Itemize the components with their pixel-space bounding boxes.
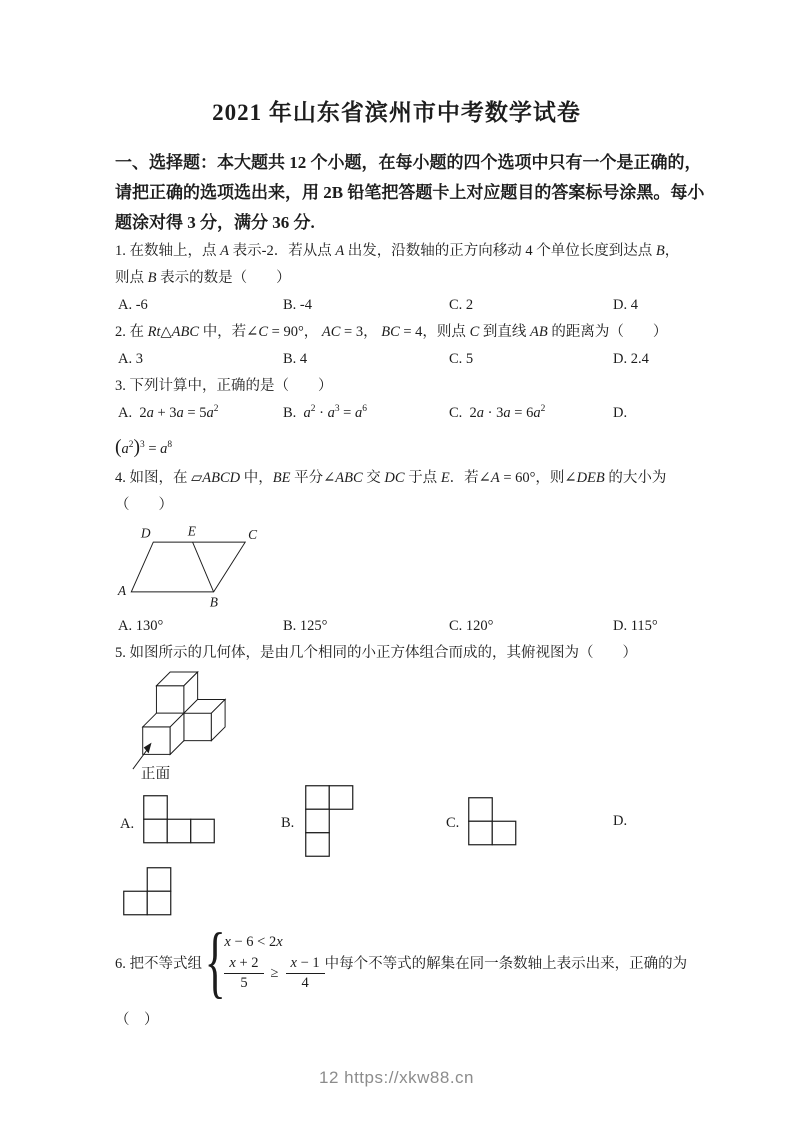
q2-option-b: B. 4 [283,351,308,367]
section-instructions [0,148,793,238]
front-face-label: 正面 [140,765,171,779]
cube-solid-figure [128,667,230,779]
q4-option-a: A. 130° [118,618,164,634]
top-view-option-b [305,785,354,858]
vertex-label-D: D [140,525,151,541]
q5-option-c-label: C. [446,815,460,831]
q3-option-a: A. $2a + 3a = 5a^2$ [118,404,219,421]
top-view-option-a [143,795,216,844]
question-6 [0,919,793,1034]
footer-url: 12 https://xkw88.cn [318,1068,475,1087]
fraction-right: $\frac{x - 1}{4}$ [286,955,325,992]
q6-suffix: 中每个不等式的解集在同一条数轴上表示出来，正确的为 [324,955,688,972]
question-4-text-line-2: （ ） [115,497,173,513]
q4-option-b: B. 125° [283,618,328,634]
question-5 [0,640,793,919]
question-2-text: 2. 在 Rt△ABC 中，若∠C = 90°， AC = 3， BC = 4，则点 C 到直线 AB 的距离为（ ） [115,324,668,340]
question-2-options [0,346,793,373]
q6-prefix: 6. 把不等式组 [115,955,202,972]
q1-option-d: D. 4 [613,297,638,313]
q5-option-d-label: D. [613,813,628,829]
top-view-option-c [468,797,517,846]
q2-option-c: C. 5 [449,351,474,367]
q1-option-b: B. -4 [283,297,312,313]
q3-option-c: C. $2a \cdot 3a = 6a^2$ [449,404,546,421]
question-5-options [0,779,793,919]
vertex-label-B: B [209,594,218,610]
q3-option-b: B. $a^2 \cdot a^3 = a^6$ [283,404,367,421]
instructions-line-1: 一、选择题：本大题共 12 个小题，在每小题的四个选项中只有一个是正确的， [115,153,702,172]
page-title: 2021 年山东省滨州市中考数学试卷 [212,100,581,125]
question-1-text-line-1: 1. 在数轴上，点 A 表示-2．若从点 A 出发，沿数轴的正方向移动 4 个单位长度到达点 B， [115,243,680,259]
question-1-text-line-2: 则点 B 表示的数是（ ） [115,270,291,286]
parallelogram-outline [131,542,245,592]
vertex-label-A: A [117,582,127,598]
inequality-system [224,932,324,992]
inequality-2 [224,955,324,992]
q1-option-a: A. -6 [118,297,148,313]
segment-EB [193,542,214,592]
q2-option-a: A. 3 [118,351,143,367]
q3-option-d-formula: $(a^2)^3 = a^8$ [115,437,173,458]
q4-option-c: C. 120° [449,618,494,634]
instructions-line-2: 请把正确的选项选出来，用 2B 铅笔把答题卡上对应题目的答案标号涂黑。每小 [115,183,705,202]
parallelogram-figure [115,521,273,613]
vertex-label-C: C [248,527,258,543]
question-1 [0,238,793,319]
question-4-options [0,613,793,640]
q2-option-d: D. 2.4 [613,351,649,367]
q4-option-d: D. 115° [613,618,658,634]
geq-sign: ≥ [270,965,279,981]
inequality-1: x − 6 < 2x [224,934,283,950]
system-brace: { [204,918,226,1006]
question-4 [0,465,793,640]
q6-answer-parens: （ ） [115,1012,159,1028]
q1-option-c: C. 2 [449,297,474,313]
question-3-options [0,400,793,430]
q5-option-b-label: B. [281,815,295,831]
top-view-option-d [123,867,172,916]
question-2 [0,319,793,373]
question-3-text: 3. 下列计算中，正确的是（ ） [115,378,333,394]
q5-option-a-label: A. [120,816,135,832]
question-5-text: 5. 如图所示的几何体，是由几个相同的小正方体组合而成的，其俯视图为（ ） [115,645,637,661]
vertex-label-E: E [187,523,196,539]
question-6-text [0,919,793,1005]
question-1-options [0,292,793,319]
question-4-text-line-1: 4. 如图，在 ▱ABCD 中，BE 平分∠ABC 交 DC 于点 E．若∠A = 60°，则∠DEB 的大小为 [115,470,667,486]
fraction-left: $\frac{x + 2}{5}$ [224,955,263,992]
question-3 [0,373,793,465]
instructions-line-3: 题涂对得 3 分，满分 36 分. [115,213,315,232]
q3-option-d-label: D. [613,405,628,421]
